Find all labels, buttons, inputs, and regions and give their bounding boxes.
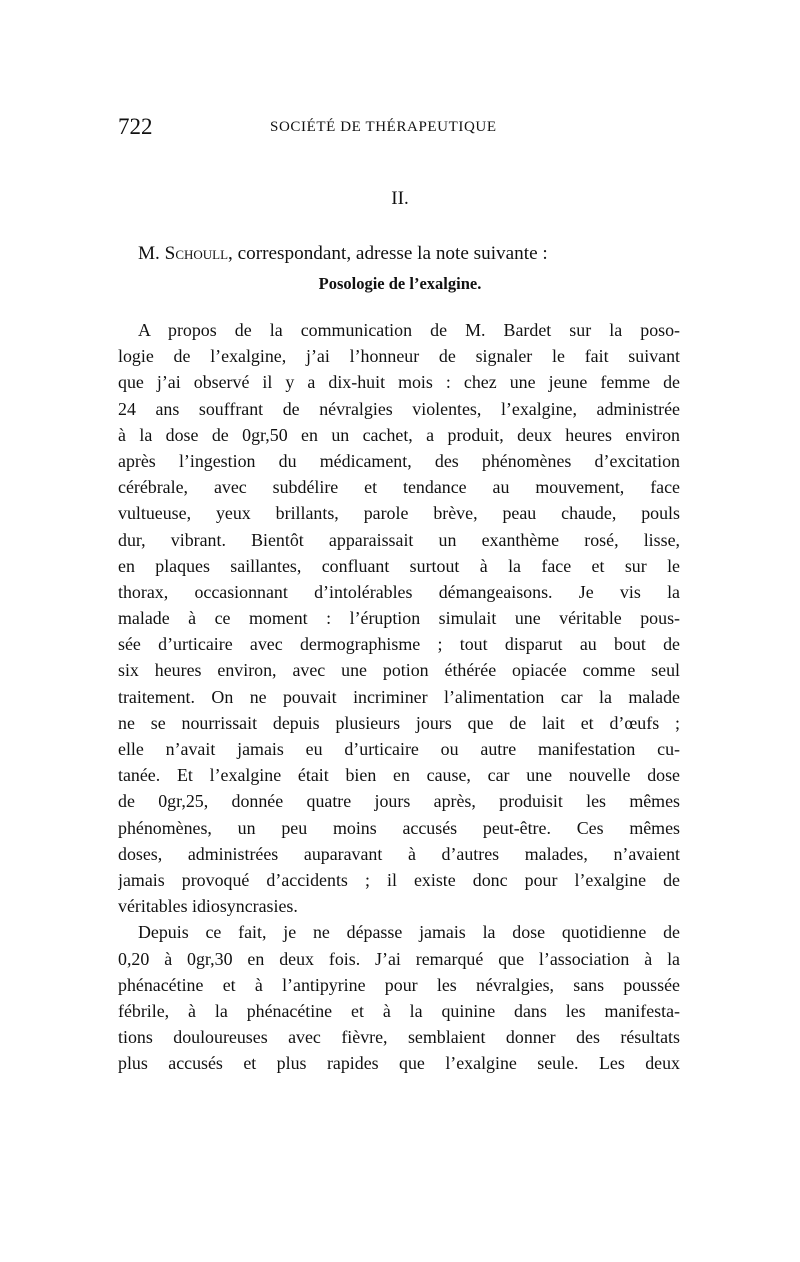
article-title: Posologie de l’exalgine. [318,274,482,293]
author-name: Schoull [164,243,229,264]
text-line: six heures environ, avec une potion éthérée opiacée comme seul [118,660,680,681]
text-line: en plaques saillantes, confluant surtout à la face et sur le [118,555,680,576]
text-line: malade à ce moment : l’éruption simulait une véritable pous- [118,608,680,629]
intro-prefix: M. [138,243,160,264]
text-line: A propos de la communication de M. Bardet sur la poso- [138,320,680,340]
text-line: Depuis ce fait, je ne dépasse jamais la dose quotidienne de [138,922,680,943]
text-line: phénomènes, un peu moins accusés peut-être. Ces mêmes [118,817,680,838]
text-line: phénacétine et à l’antipyrine pour les névralgies, sans poussée [118,974,680,995]
text-line: cérébrale, avec subdélire et tendance au mouvement, face [118,477,680,498]
text-line: dur, vibrant. Bientôt apparaissait un exanthème rosé, lisse, [118,529,680,550]
text-line: véritables idiosyncrasies. [118,896,298,917]
text-line: que j’ai observé il y a dix-huit mois : chez une jeune femme de [118,372,680,393]
text-line: fébrile, à la phénacétine et à la quinine dans les manifesta- [118,1000,680,1021]
text-line: logie de l’exalgine, j’ai l’honneur de signaler le fait suivant [118,346,680,367]
text-line: jamais provoqué d’accidents ; il existe donc pour l’exalgine de [118,869,680,890]
intro-suffix: , correspondant, adresse la note suivante : [228,243,548,264]
text-line: 0,20 à 0gr,30 en deux fois. J’ai remarqué que l’association à la [118,948,680,969]
text-line: elle n’avait jamais eu d’urticaire ou autre manifestation cu- [118,739,680,759]
section-number: II. [391,188,409,209]
text-line: vultueuse, yeux brillants, parole brève, peau chaude, pouls [118,503,680,524]
intro-line [138,240,678,268]
text-line: tanée. Et l’exalgine était bien en cause, car une nouvelle dose [118,765,680,786]
text-line: plus accusés et plus rapides que l’exalgine seule. Les deux [118,1053,680,1074]
text-line: thorax, occasionnant d’intolérables démangeaisons. Je vis la [118,581,680,602]
text-line: de 0gr,25, donnée quatre jours après, produisit les mêmes [118,791,680,812]
text-line: à la dose de 0gr,50 en un cachet, a produit, deux heures environ [118,424,680,445]
text-line: sée d’urticaire avec dermographisme ; tout disparut au bout de [118,634,680,655]
text-line: tions douloureuses avec fièvre, semblaient donner des résultats [118,1027,680,1048]
text-line: traitement. On ne pouvait incriminer l’alimentation car la malade [118,686,680,707]
running-head [118,112,680,142]
body-text [118,317,680,1076]
text-line: doses, administrées auparavant à d’autres malades, n’avaient [118,843,680,864]
page-number: 722 [118,114,153,139]
text-line: 24 ans souffrant de névralgies violentes, l’exalgine, administrée [118,398,680,419]
text-line: après l’ingestion du médicament, des phénomènes d’excitation [118,450,680,471]
text-line: ne se nourrissait depuis plusieurs jours que de lait et d’œufs ; [118,712,680,733]
running-title: SOCIÉTÉ DE THÉRAPEUTIQUE [270,119,497,135]
